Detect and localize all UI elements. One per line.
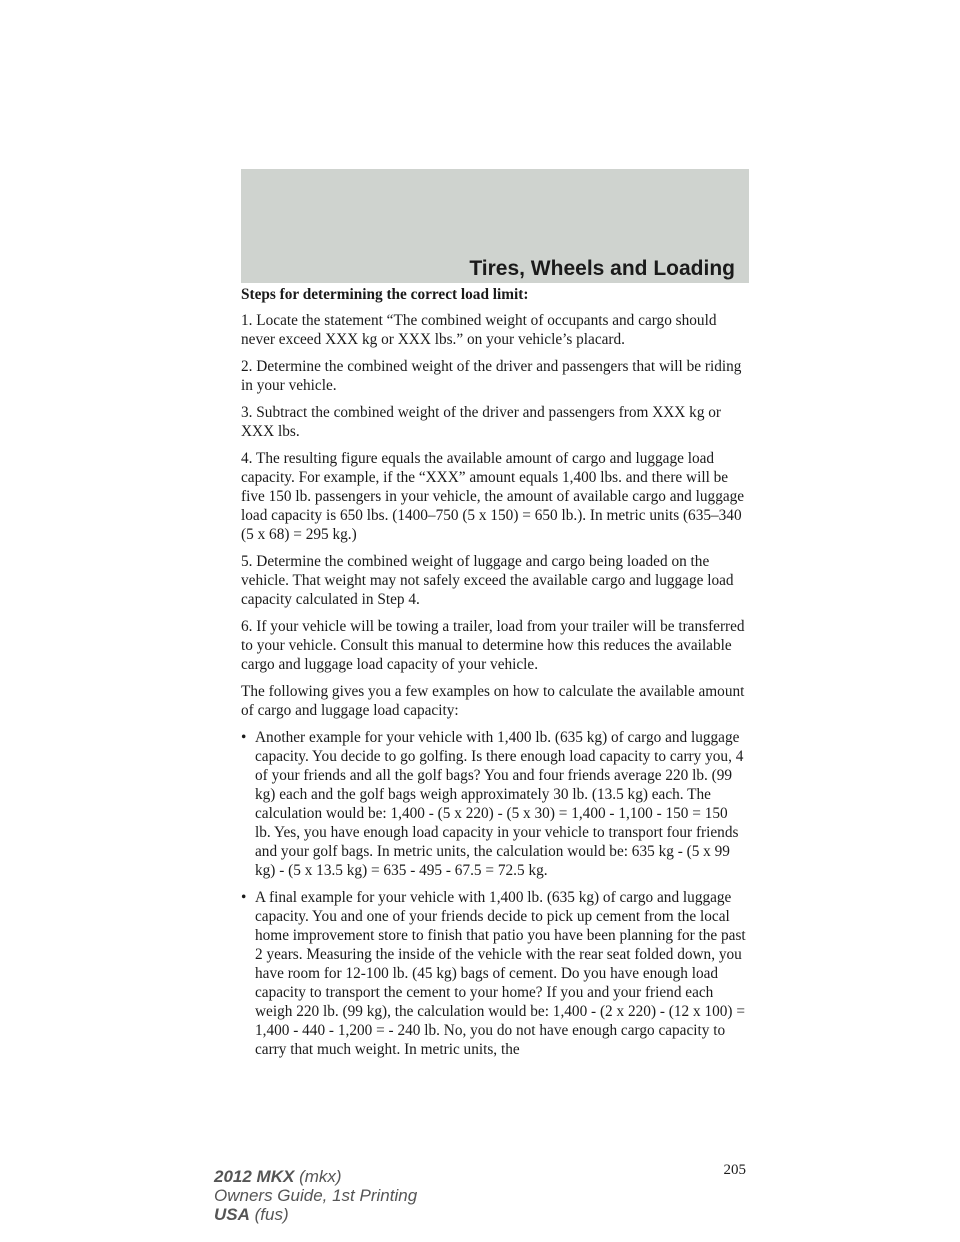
example-cement-text: A final example for your vehicle with 1,400 lb. (635 kg) of cargo and luggage capacity. You and one of your friends decide to pick up cement from the local home improvement store to finish that patio you have been planning for the past 2 years. Measuring the inside of the vehicle with the rear seat folded down, you have room for 12-100 lb. (45 kg) bags of cement. Do you have enough load capacity to transport the cement to your home? If you and your friend each weigh 220 lb. (99 kg), the calculation would be: 1,400 - (2 x 220) - (12 x 100) = 1,400 - 440 - 1,200 = - 240 lb. No, you do not have enough cargo capacity to carry that much weight. In metric units, the [255, 889, 746, 1058]
footer-market-code: (fus) [254, 1205, 289, 1224]
step-5: 5. Determine the combined weight of luggage and cargo being loaded on the vehicle. That weight may not safely exceed the available cargo and luggage load capacity calculated in Step 4. [241, 553, 734, 608]
examples-intro: The following gives you a few examples on how to calculate the available amount of cargo and luggage load capacity: [241, 683, 745, 719]
footer-market: USA [214, 1205, 250, 1224]
example-golf-text: Another example for your vehicle with 1,400 lb. (635 kg) of cargo and luggage capacity. You decide to go golfing. Is there enough load capacity to carry you, 4 of your friends and all the golf bags? You and four friends average 220 lb. (99 kg) each and the golf bags weigh approximately 30 lb. (13.5 kg) each. The calculation would be: 1,400 - (5 x 220) - (5 x 30) = 1,400 - 1,100 - 150 = 150 lb. Yes, you have enough load capacity in your vehicle to transport four friends and your golf bags. In metric units, the calculation would be: 635 kg - (5 x 99 kg) - (5 x 13.5 kg) = 635 - 495 - 67.5 = 72.5 kg. [255, 729, 744, 879]
list-item [241, 728, 746, 880]
step-3: 3. Subtract the combined weight of the driver and passengers from XXX kg or XXX lbs. [241, 404, 722, 440]
bullet-icon: • [241, 729, 247, 746]
step-1: 1. Locate the statement “The combined weight of occupants and cargo should never exceed XXX kg or XXX lbs.” on your vehicle’s placard. [241, 312, 717, 348]
section-header-band [241, 169, 749, 283]
page-number: 205 [723, 1162, 746, 1178]
print-footer [214, 1167, 417, 1224]
footer-line-market [214, 1205, 417, 1224]
page-content [241, 285, 746, 1067]
step-4: 4. The resulting figure equals the available amount of cargo and luggage load capacity. For example, if the “XXX” amount equals 1,400 lbs. and there will be five 150 lb. passengers in your vehicle, the amount of available cargo and luggage load capacity is 650 lbs. (1400–750 (5 x 150) = 650 lb.). In metric units (635–340 (5 x 68) = 295 kg.) [241, 450, 745, 543]
footer-line-model [214, 1167, 417, 1186]
footer-model-code: (mkx) [299, 1167, 342, 1186]
examples-list [241, 728, 746, 1059]
footer-line-edition: Owners Guide, 1st Printing [214, 1186, 418, 1205]
section-title: Tires, Wheels and Loading [469, 257, 735, 280]
bullet-icon: • [241, 889, 247, 906]
step-6: 6. If your vehicle will be towing a trailer, load from your trailer will be transferred to your vehicle. Consult this manual to determine how this reduces the available cargo and luggage load capacity of your vehicle. [241, 618, 745, 673]
footer-model: 2012 MKX [214, 1167, 295, 1186]
list-item [241, 888, 746, 1059]
content-heading: Steps for determining the correct load limit: [241, 286, 529, 303]
step-2: 2. Determine the combined weight of the driver and passengers that will be riding in your vehicle. [241, 358, 742, 394]
